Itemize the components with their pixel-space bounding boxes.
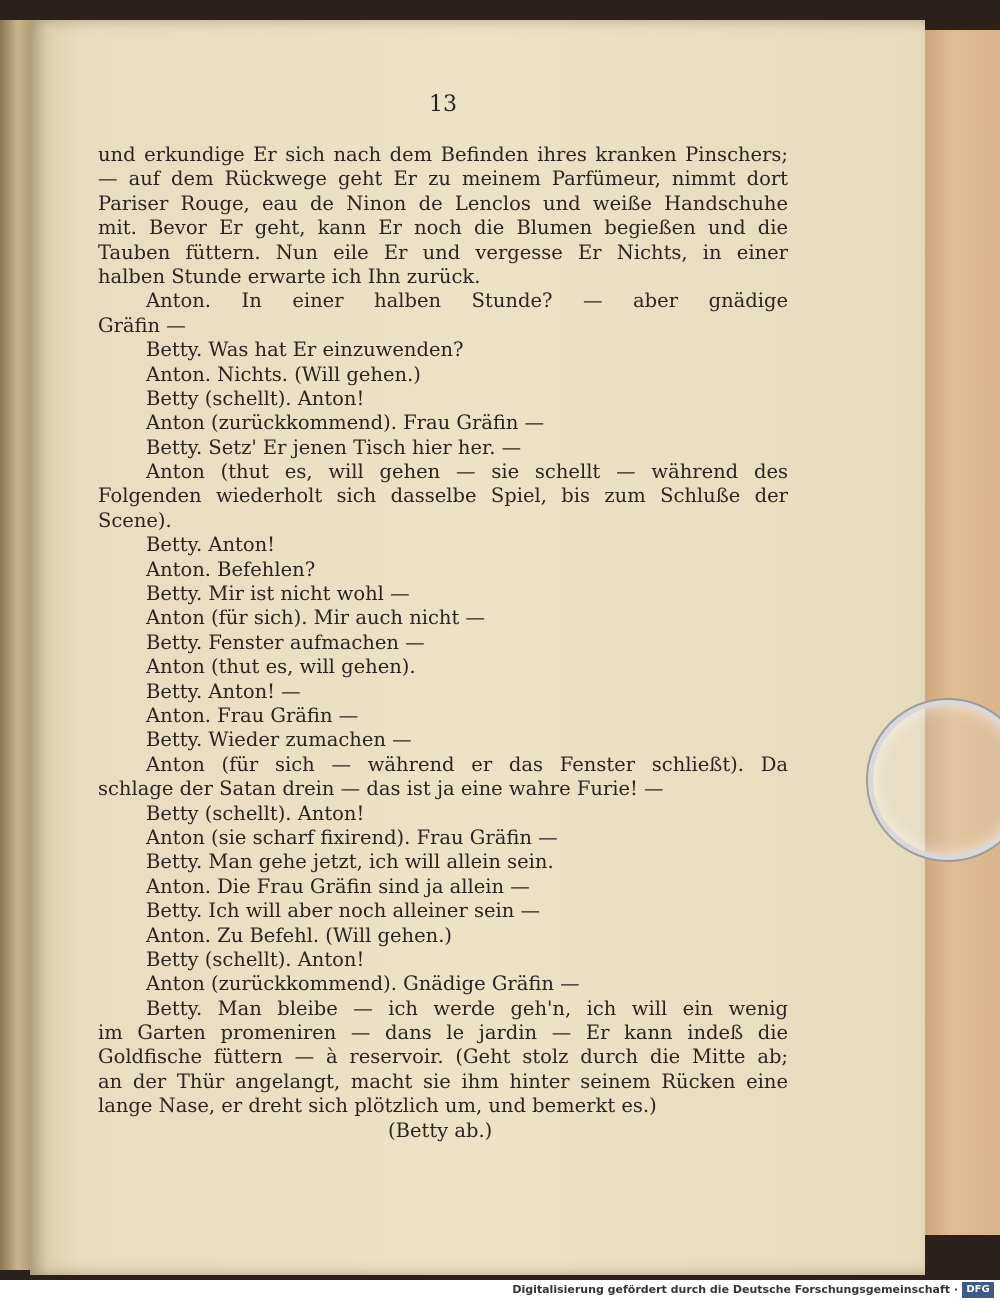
text-line: Betty. Was hat Er einzuwenden? [146, 338, 464, 362]
text-line: mit. Bevor Er geht, kann Er noch die Blumen begießen und die [98, 216, 788, 240]
text-line: im Garten promeniren — dans le jardin — Er kann indeß die [98, 1021, 788, 1045]
text-line: Anton. Nichts. (Will gehen.) [146, 362, 421, 386]
text-line: halben Stunde erwarte ich Ihn zurück. [98, 264, 481, 288]
text-line: Betty. Fenster aufmachen — [146, 630, 425, 654]
text-line: Anton. Die Frau Gräfin sind ja allein — [146, 874, 530, 898]
text-line: Scene). [98, 508, 172, 532]
text-line: Folgenden wiederholt sich dasselbe Spiel, bis zum Schluße der [98, 484, 788, 508]
text-line: Betty. Man bleibe — ich werde geh'n, ich will ein wenig [146, 996, 788, 1020]
text-line: Betty. Setz' Er jenen Tisch hier her. — [146, 435, 522, 459]
text-line: Gräfin — [98, 313, 186, 337]
text-line: Anton (thut es, will gehen — sie schellt — während des [146, 460, 788, 484]
text-line: Anton. Befehlen? [146, 557, 316, 581]
text-line: Goldfische füttern — à reservoir. (Geht stolz durch die Mitte ab; [98, 1045, 788, 1069]
text-line: und erkundige Er sich nach dem Befinden ihres kranken Pinschers; [98, 143, 788, 166]
text-line: Anton (thut es, will gehen). [146, 655, 416, 679]
footer-credit: Digitalisierung gefördert durch die Deutsche Forschungsgemeinschaft · [512, 1283, 958, 1296]
text-line: Anton (für sich — während er das Fenster schließt). Da [146, 752, 788, 776]
text-line: Anton. Frau Gräfin — [146, 703, 359, 727]
text-line: Betty (schellt). Anton! [146, 801, 365, 825]
text-line: schlage der Satan drein — das ist ja eine wahre Furie! — [98, 777, 664, 801]
left-page-edge [0, 20, 30, 1270]
text-line: Betty. Anton! — [146, 679, 301, 703]
text-line: Anton (zurückkommend). Gnädige Gräfin — [146, 972, 580, 996]
text-line: Betty. Ich will aber noch alleiner sein — [146, 899, 541, 923]
page-text [98, 143, 788, 1143]
book-cover-edge [918, 30, 1000, 1235]
text-line: (Betty ab.) [388, 1118, 493, 1142]
text-line: Betty. Man gehe jetzt, ich will allein sein. [146, 850, 554, 874]
text-line: Anton (zurückkommend). Frau Gräfin — [146, 411, 545, 435]
text-line: Anton. Zu Befehl. (Will gehen.) [146, 923, 453, 947]
text-line: lange Nase, er dreht sich plötzlich um, und bemerkt es.) [98, 1094, 657, 1118]
text-line: Anton (sie scharf fixirend). Frau Gräfin — [146, 825, 558, 849]
footer-bar [0, 1280, 1000, 1301]
text-line: Betty (schellt). Anton! [146, 947, 365, 971]
text-line: Anton (für sich). Mir auch nicht — [146, 606, 486, 630]
page-number: 13 [429, 92, 457, 117]
text-line: Betty. Wieder zumachen — [146, 728, 412, 752]
text-line: — auf dem Rückwege geht Er zu meinem Parfümeur, nimmt dort [98, 167, 788, 191]
text-line: Anton. In einer halben Stunde? — aber gnädige [146, 289, 788, 313]
text-line: an der Thür angelangt, macht sie ihm hinter seinem Rücken eine [98, 1069, 788, 1093]
text-line: Betty (schellt). Anton! [146, 386, 365, 410]
text-line: Betty. Anton! [146, 533, 275, 557]
text-line: Tauben füttern. Nun eile Er und vergesse Er Nichts, in einer [98, 240, 788, 264]
dfg-logo: DFG [962, 1282, 994, 1298]
text-line: Pariser Rouge, eau de Ninon de Lenclos und weiße Handschuhe [98, 191, 788, 215]
text-line: Betty. Mir ist nicht wohl — [146, 582, 410, 606]
